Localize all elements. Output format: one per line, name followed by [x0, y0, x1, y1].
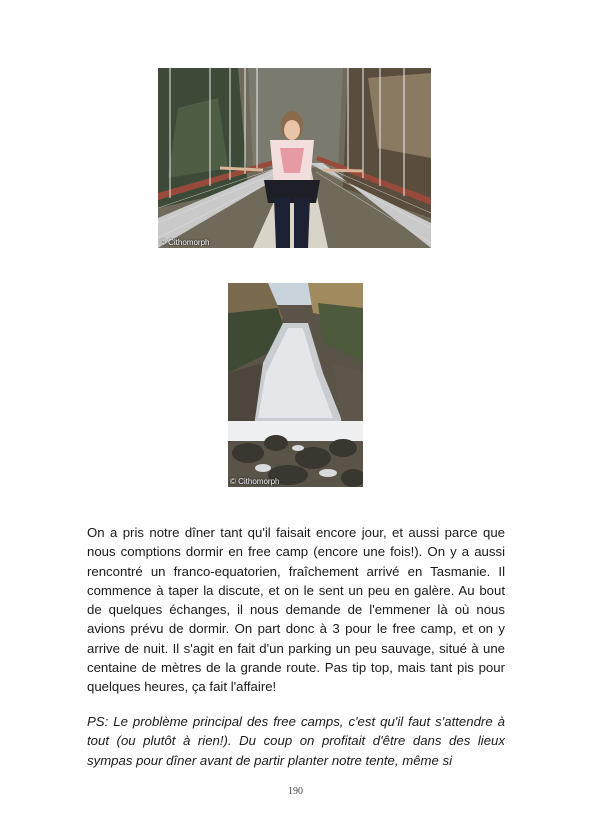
photo-credit: © Cithomorph	[230, 477, 280, 486]
gorge-river-photo	[228, 283, 363, 487]
page-number: 190	[288, 786, 303, 797]
ps-paragraph: PS: Le problème principal des free camps, c'est qu'il faut s'attendre à tout (ou plutôt à rien!). Du coup on profitait d'être dans des lieux sympas pour dîner avant de partir planter notre tente, même si	[87, 714, 505, 768]
photo-credit: © Cithomorph	[160, 238, 210, 247]
body-paragraph: On a pris notre dîner tant qu'il faisait encore jour, et aussi parce que nous comptions dormir en free camp (encore une fois!). On y a aussi rencontré un franco-equatorien, fraîchement arrivé en Tasmanie. Il commence à taper la discute, et on le sent un peu en galère. Au bout de quelques échanges, il nous demande de l'emmener là où nous avions prévu de dormir. On part donc à 3 pour le free camp, et on y arrive de nuit. Il s'agit en fait d'un parking un peu sauvage, situé à une centaine de mètres de la grande route. Pas tip top, mais tant pis pour quelques heures, ça fait l'affaire!	[87, 525, 505, 695]
suspension-bridge-photo	[158, 68, 431, 248]
